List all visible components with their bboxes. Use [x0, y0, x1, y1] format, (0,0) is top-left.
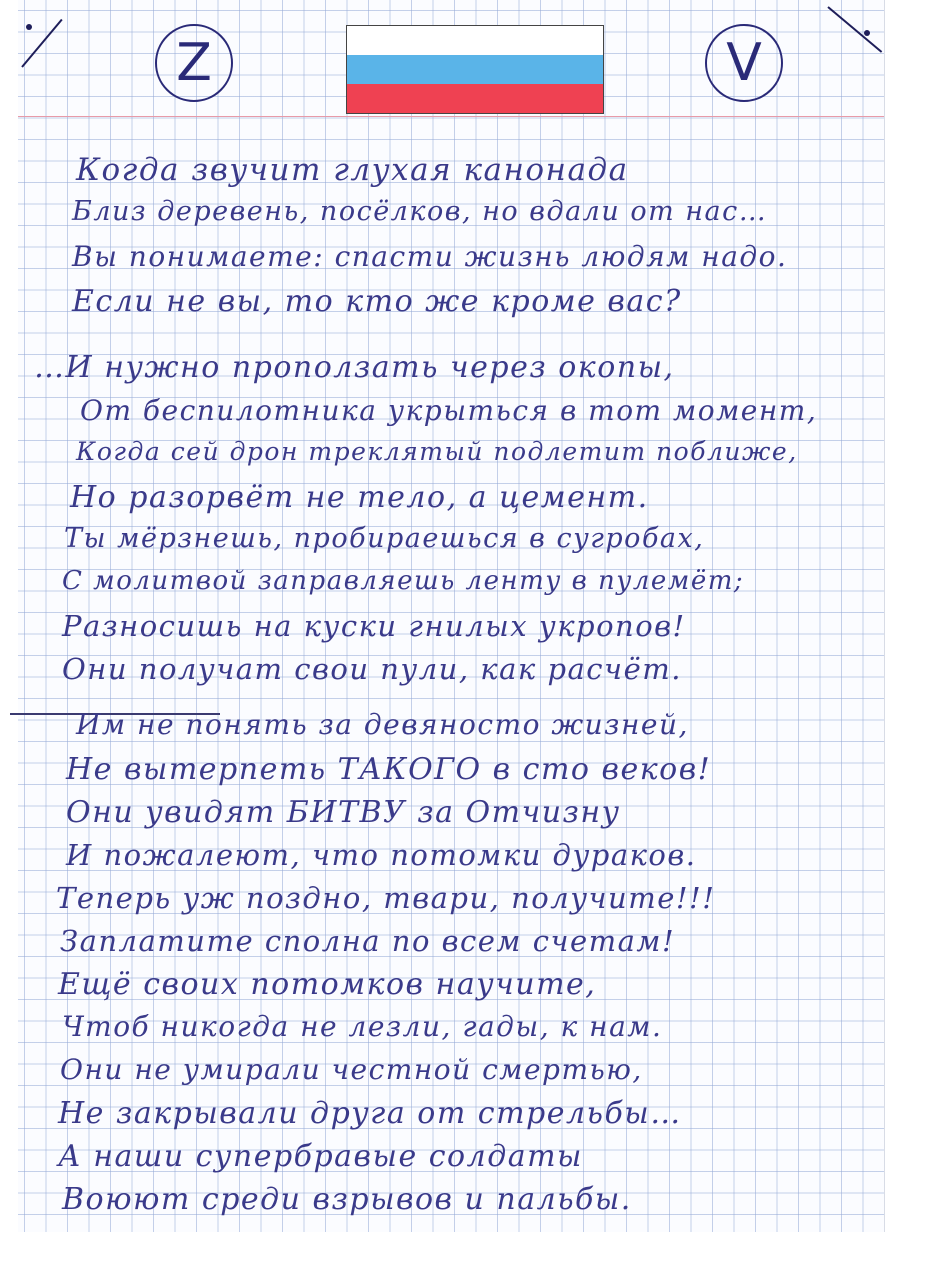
- poem-line: Но разорвёт не тело, а цемент.: [70, 480, 649, 515]
- corner-stroke-right: [827, 6, 882, 53]
- poem-line: Близ деревень, посёлков, но вдали от нас…: [72, 196, 768, 227]
- poem-line: Они получат свои пули, как расчёт.: [62, 652, 682, 686]
- margin-line: [18, 116, 884, 117]
- poem-line: Не закрывали друга от стрельбы…: [58, 1096, 682, 1131]
- z-badge: Z: [155, 24, 233, 102]
- punch-dot-left: [26, 24, 32, 30]
- poem-line: Когда звучит глухая канонада: [76, 152, 629, 188]
- poem-line: Вы понимаете: спасти жизнь людям надо.: [72, 240, 788, 273]
- poem-line: Им не понять за девяносто жизней,: [76, 708, 689, 741]
- poem-line: Воюют среди взрывов и пальбы.: [62, 1182, 632, 1217]
- poem-line: Заплатите сполна по всем счетам!: [60, 924, 676, 958]
- poem-line: Ещё своих потомков научите,: [58, 967, 597, 1002]
- russian-flag-icon: [346, 25, 604, 114]
- poem-line: Они не умирали честной смертью,: [60, 1053, 643, 1086]
- poem-line: От беспилотника укрыться в тот момент,: [80, 394, 818, 427]
- poem-line: Они увидят БИТВУ за Отчизну: [66, 795, 621, 830]
- flag-blue-band: [347, 55, 603, 84]
- poem-line: Теперь уж поздно, твари, получите!!!: [56, 881, 716, 915]
- poem-line: Не вытерпеть ТАКОГО в сто веков!: [66, 752, 712, 787]
- poem-line: Разносишь на куски гнилых укропов!: [62, 609, 686, 643]
- poem-line: С молитвой заправляешь ленту в пулемёт;: [62, 566, 745, 596]
- poem-line: …И нужно проползать через окопы,: [34, 350, 675, 385]
- flag-red-band: [347, 84, 603, 113]
- poem-line: Если не вы, то кто же кроме вас?: [72, 284, 682, 319]
- flag-white-band: [347, 26, 603, 55]
- poem-line: Ты мёрзнешь, пробираешься в сугробах,: [64, 523, 705, 554]
- poem-line: И пожалеют, что потомки дураков.: [66, 838, 697, 872]
- poem-line: Чтоб никогда не лезли, гады, к нам.: [62, 1010, 663, 1043]
- poem-line: Когда сей дрон треклятый подлетит поближе,: [76, 437, 798, 466]
- v-badge: V: [705, 24, 783, 102]
- poem-line: А наши супербравые солдаты: [58, 1139, 583, 1174]
- punch-dot-right: [864, 30, 870, 36]
